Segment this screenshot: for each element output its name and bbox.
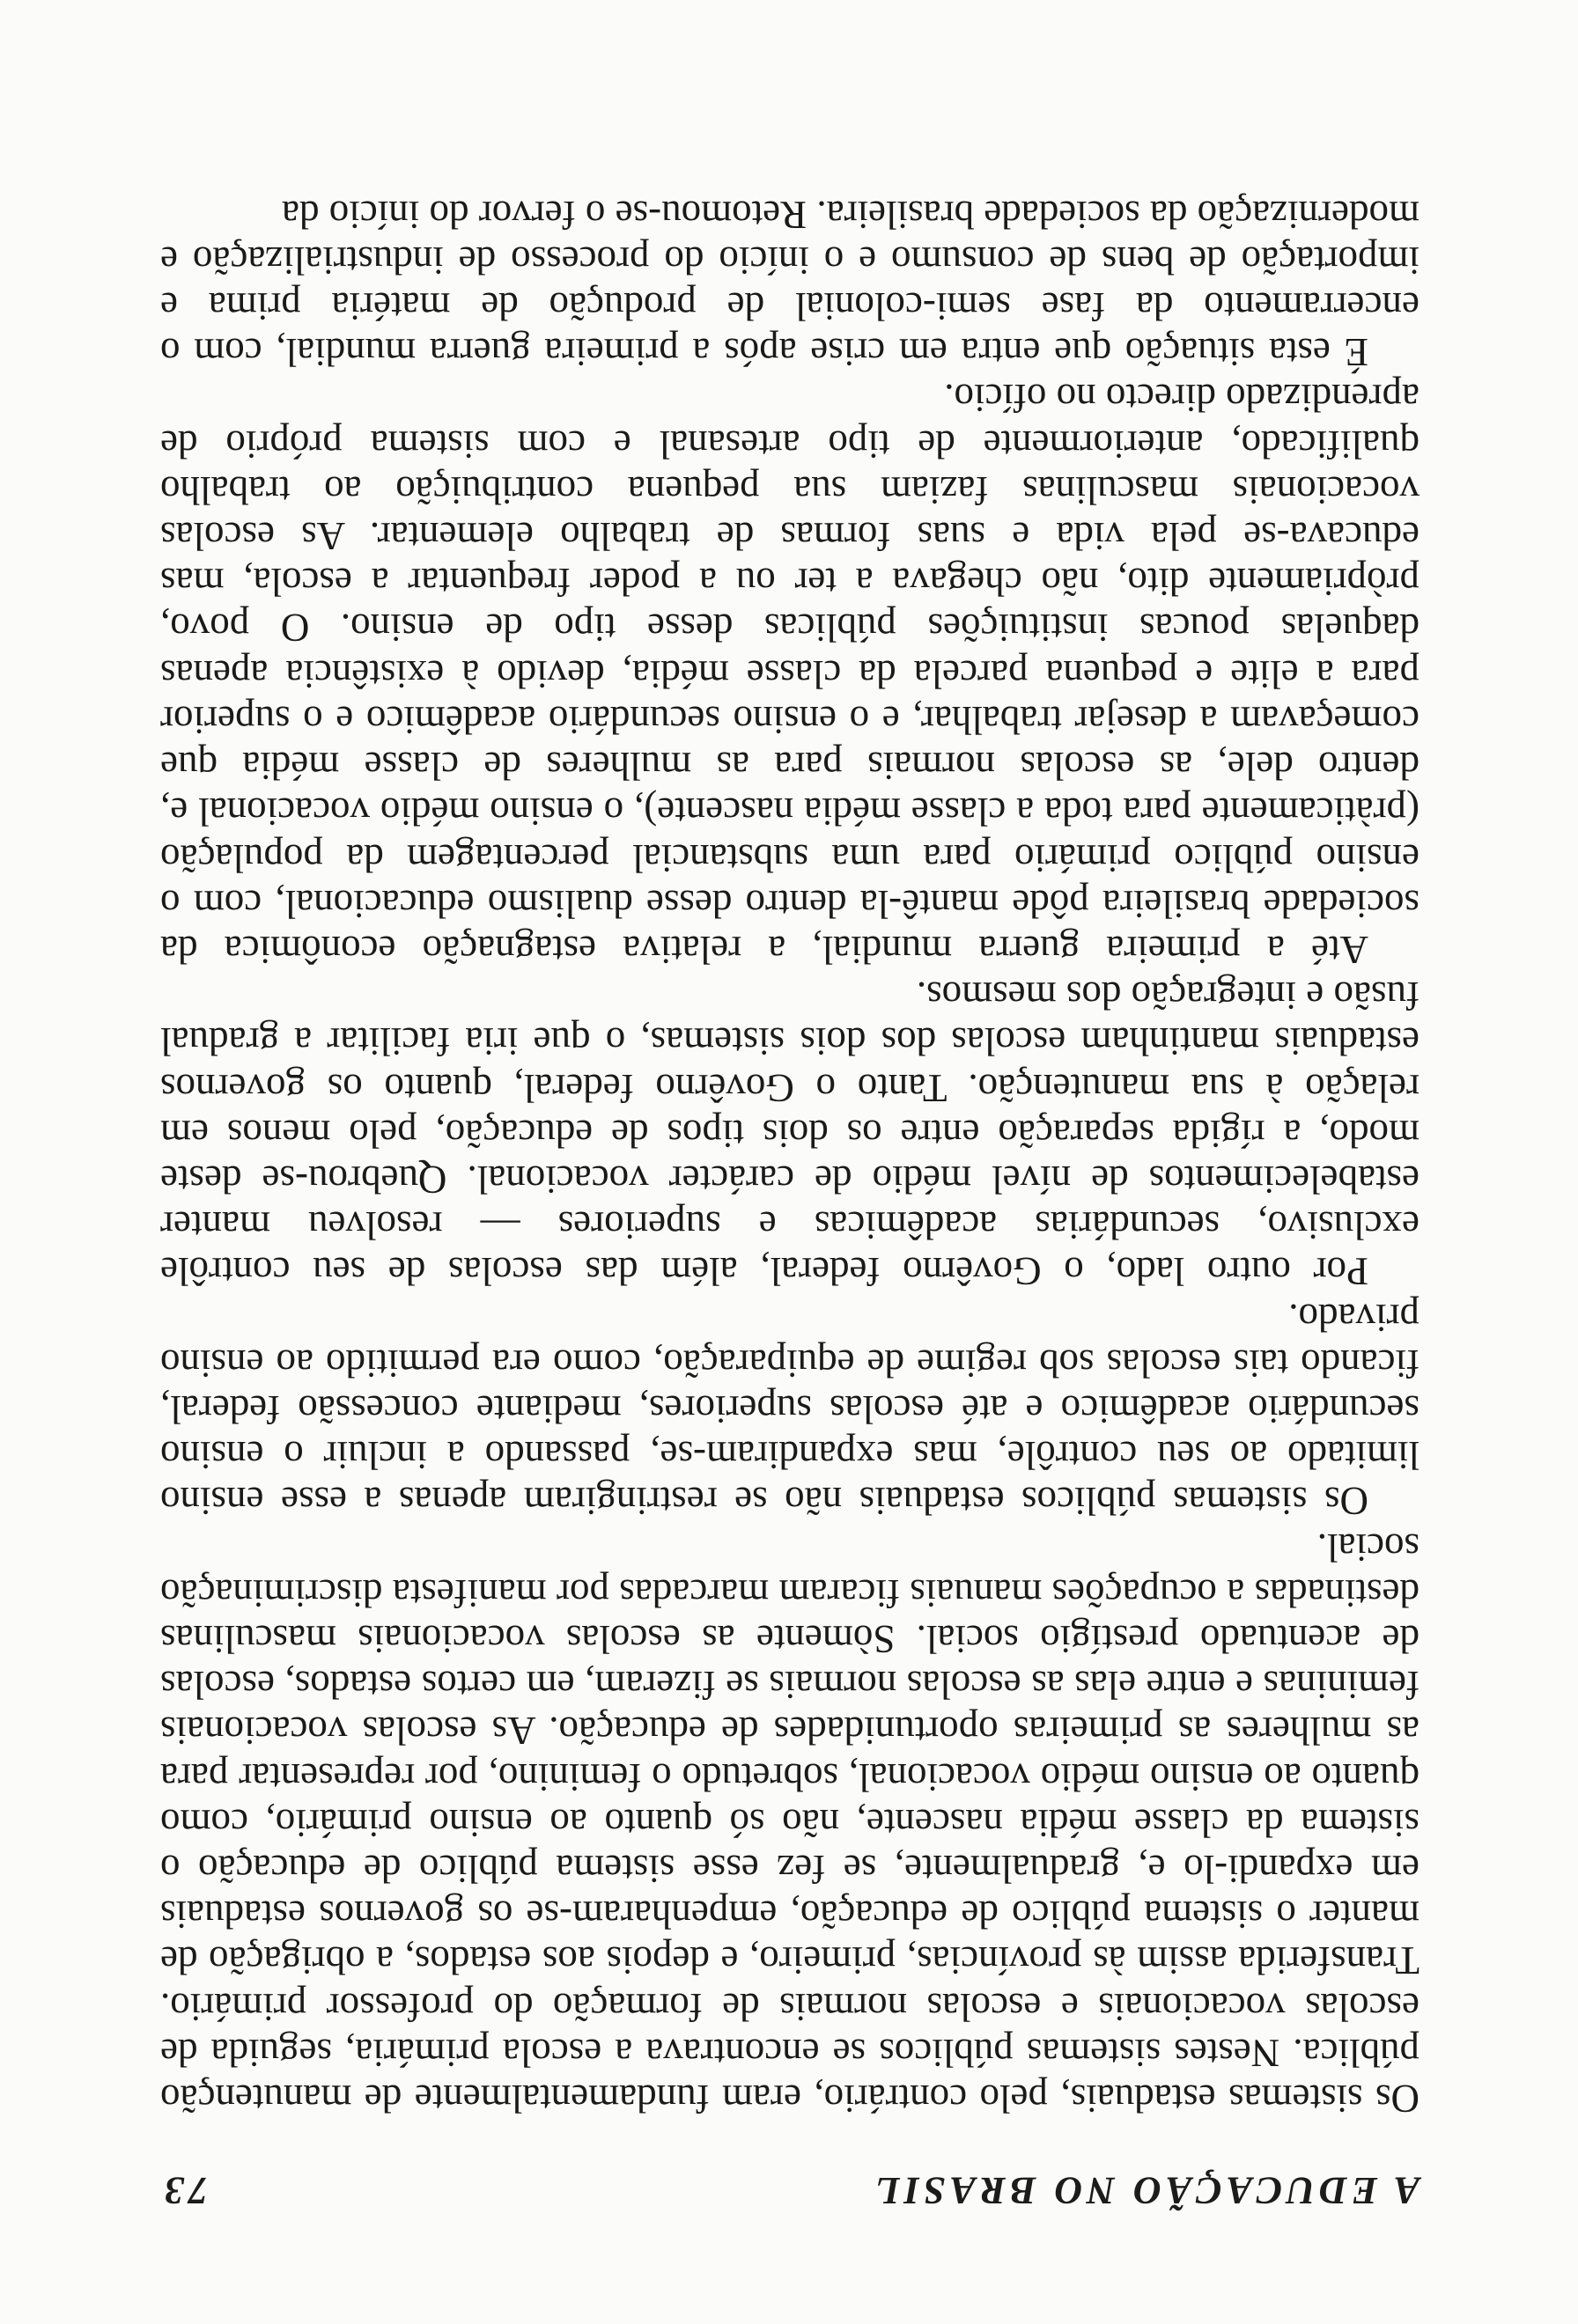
- paragraph: Por outro lado, o Govêrno federal, além das escolas de seu contrôle exclusivo, secundárias acadêmicas e superiores — resolveu manter estabelecimentos de nível médio de carácter vocacional. Quebrou-se deste modo, a rígida separação entre os dois tipos de educação, pelo menos em relação à sua manutenção. Tanto o Govêrno federal, quanto os governos estaduais mantinham escolas dos dois sistemas, o que iria facilitar a gradual fusão e integração dos mesmos.: [160, 974, 1419, 1294]
- body-text: [160, 191, 1419, 2122]
- paragraph: Os sistemas públicos estaduais não se restringiram apenas a esse ensino limitado ao seu contrôle, mas expandiram-se, passando a incluir o ensino secundário acadêmico e até escolas superiores, mediante concessão federal, ficando tais escolas sob regime de equiparação, como era permitido ao ensino privado.: [160, 1295, 1419, 1524]
- paragraph: Os sistemas estaduais, pelo contrário, eram fundamentalmente de manutenção pública. Nestes sistemas públicos se encontrava a escola primária, seguida de escolas vocacionais e escolas normais de formação do professor primário. Transferida assim às províncias, primeiro, e depois aos estados, a obrigação de manter o sistema público de educação, empenharam-se os governos estaduais em expandi-lo e, gradualmente, se fez esse sistema público de educação o sistema da classe média nascente, não só quanto ao ensino primário, como quanto ao ensino médio vocacional, sobretudo o feminino, por representar para as mulheres as primeiras oportunidades de educação. As escolas vocacionais femininas e entre elas as escolas normais se fizeram, em certos estados, escolas de acentuado prestígio social. Sòmente as escolas vocacionais masculinas destinadas a ocupações manuais ficaram marcadas por manifesta discriminação social.: [160, 1525, 1419, 2121]
- page-number: 73: [160, 2169, 208, 2212]
- running-head: [160, 2160, 1419, 2213]
- running-head-title: A EDUCAÇÃO NO BRASIL: [871, 2169, 1419, 2212]
- paragraph: Até a primeira guerra mundial, a relativa estagnação econômica da sociedade brasileira pôde mantê-la dentro desse dualismo educacional, com o ensino público primário para uma substancial percentagem da população (pràticamente para toda a classe média nascente), o ensino médio vocacional e, dentro dele, as escolas normais para as mulheres de classe média que começavam a desejar trabalhar, e o ensino secundário acadêmico e o superior para a elite e pequena parcela da classe média, devido à existência apenas daquelas poucas instituições públicas desse tipo de ensino. O povo, pròpriamente dito, não chegava a ter ou a poder frequentar a escola, mas educava-se pela vida e suas formas de trabalho elementar. As escolas vocacionais masculinas faziam sua pequena contribuição ao trabalho qualificado, anteriormente de tipo artesanal e com sistema próprio de aprendizado directo no ofício.: [160, 376, 1419, 972]
- paragraph: É esta situação que entra em crise após a primeira guerra mundial, com o encerramento da fase semi-colonial de produção de matéria prima e importação de bens de consumo e o início do processo de industrialização e modernização da sociedade brasileira. Retomou-se o fervor do início da: [160, 192, 1419, 375]
